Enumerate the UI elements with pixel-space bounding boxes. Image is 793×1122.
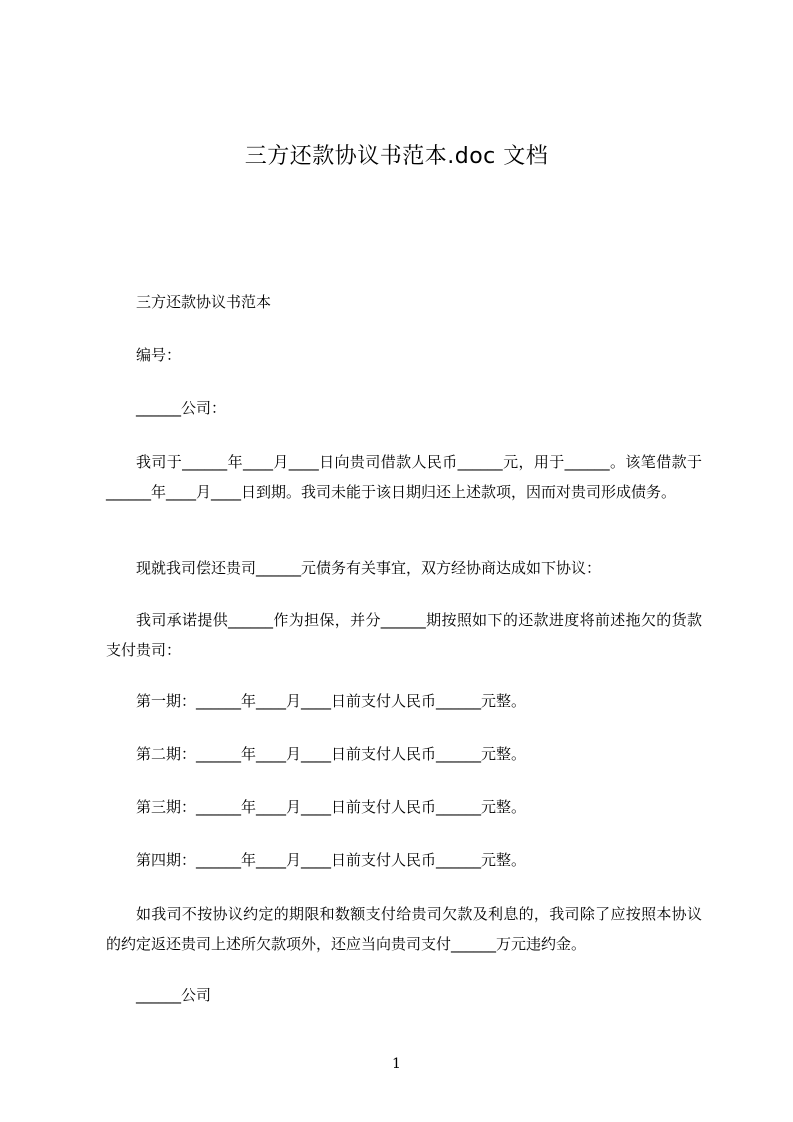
guarantee-paragraph: 我司承诺提供______作为担保，并分______期按照如下的还款进度将前述拖欠的货款支付贵司： <box>106 611 702 659</box>
addressee-line: ______公司： <box>136 399 227 417</box>
installment-line: 第四期：______年____月____日前支付人民币______元整。 <box>136 851 527 869</box>
loan-paragraph: 我司于______年____月____日向贵司借款人民币______元，用于______。该笔借款于______年____月____日到期。我司未能于该日期归还上述款项，因而对贵司形成债务。 <box>106 453 702 501</box>
document-title: 三方还款协议书范本.doc 文档 <box>244 144 549 169</box>
signature-line: ______公司 <box>136 986 212 1004</box>
page-number: 1 <box>392 1056 401 1072</box>
installment-line: 第二期：______年____月____日前支付人民币______元整。 <box>136 745 527 763</box>
serial-number-label: 编号： <box>136 346 182 364</box>
installment-line: 第三期：______年____月____日前支付人民币______元整。 <box>136 798 527 816</box>
penalty-paragraph: 如我司不按协议约定的期限和数额支付给贵司欠款及利息的，我司除了应按照本协议的约定返还贵司上述所欠款项外，还应当向贵司支付______万元违约金。 <box>106 905 702 953</box>
installment-line: 第一期：______年____月____日前支付人民币______元整。 <box>136 692 527 710</box>
agreement-heading: 三方还款协议书范本 <box>136 293 272 311</box>
intro-paragraph: 现就我司偿还贵司______元债务有关事宜，双方经协商达成如下协议： <box>136 559 602 577</box>
